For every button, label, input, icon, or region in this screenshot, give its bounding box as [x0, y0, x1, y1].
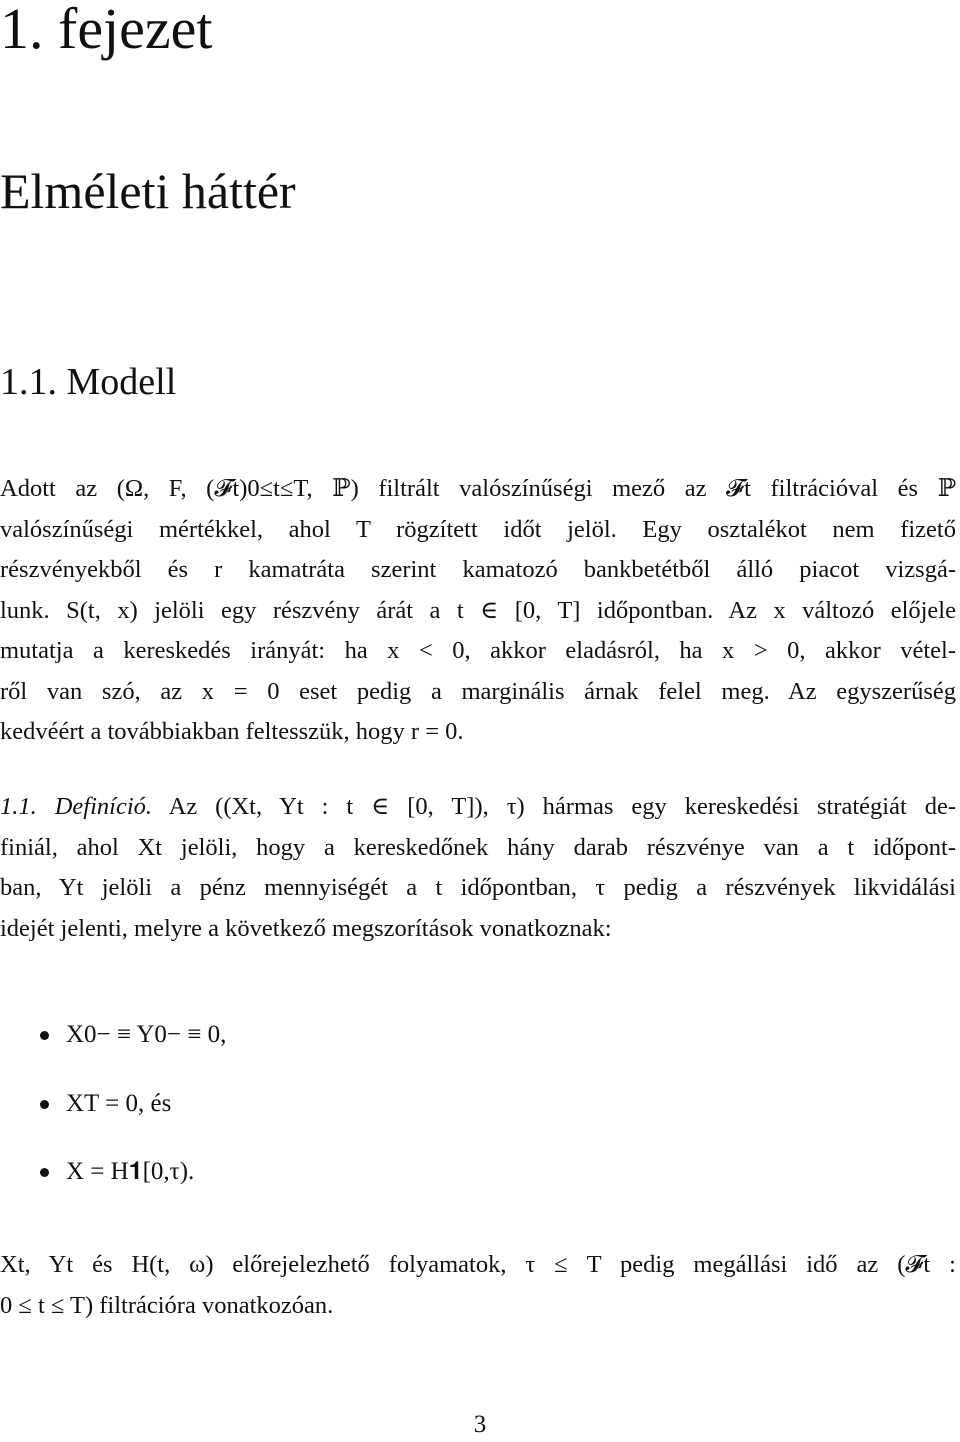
paragraph-line: mutatja a kereskedés irányát: ha x < 0, akkor eladásról, ha x > 0, akkor vétel- [0, 637, 956, 664]
bullet-icon [40, 1031, 49, 1040]
paragraph-line: részvényekből és r kamatráta szerint kamatozó bankbetétből álló piacot vizsgá- [0, 556, 956, 583]
bullet-icon [40, 1168, 49, 1177]
definition-line: ban, Yt jelöli a pénz mennyiségét a t időpontban, τ pedig a részvények likvidálási [0, 874, 956, 901]
paragraph-model-intro [0, 469, 956, 753]
constraint-text: X = H𝟏[0,τ). [66, 1158, 195, 1185]
constraint-text: X0− ≡ Y0− ≡ 0, [66, 1021, 227, 1048]
definition-line: Az ((Xt, Yt : t ∈ [0, T]), τ) hármas egy kereskedési stratégiát de- [168, 793, 957, 820]
definition-label: 1.1. Definíció. [0, 793, 153, 820]
page-number: 3 [473, 1411, 487, 1438]
paragraph-line: kedvéért a továbbiakban feltesszük, hogy r = 0. [0, 718, 464, 745]
paragraph-line: 0 ≤ t ≤ T) filtrációra vonatkozóan. [0, 1291, 334, 1319]
definition-line: finiál, ahol Xt jelöli, hogy a kereskedőnek hány darab részvénye van a t időpont- [0, 833, 956, 861]
definition-block [0, 787, 956, 949]
paragraph-processes [0, 1245, 956, 1326]
bullet-icon [40, 1100, 49, 1109]
paragraph-line: ről van szó, az x = 0 eset pedig a marginális árnak felel meg. Az egyszerűség [0, 677, 956, 705]
chapter-heading: 1. fejezet [0, 0, 213, 61]
constraint-text: XT = 0, és [66, 1090, 172, 1117]
paragraph-line: Xt, Yt és H(t, ω) előrejelezhető folyamatok, τ ≤ T pedig megállási idő az (𝓕t : [0, 1251, 956, 1278]
chapter-title: Elméleti háttér [0, 163, 296, 219]
definition-first-line [0, 787, 956, 828]
paragraph-line: lunk. S(t, x) jelöli egy részvény árát a t ∈ [0, T] időpontban. Az x változó előjele [0, 596, 956, 624]
section-heading: 1.1. Modell [0, 361, 177, 403]
paragraph-line: valószínűségi mértékkel, ahol T rögzített időt jelöl. Egy osztalékot nem fizető [0, 515, 956, 543]
definition-line: idejét jelenti, melyre a következő megszorítások vonatkoznak: [0, 914, 612, 942]
paragraph-line: Adott az (Ω, F, (𝓕t)0≤t≤T, ℙ) filtrált valószínűségi mező az 𝓕t filtrációval és ℙ [0, 475, 956, 502]
